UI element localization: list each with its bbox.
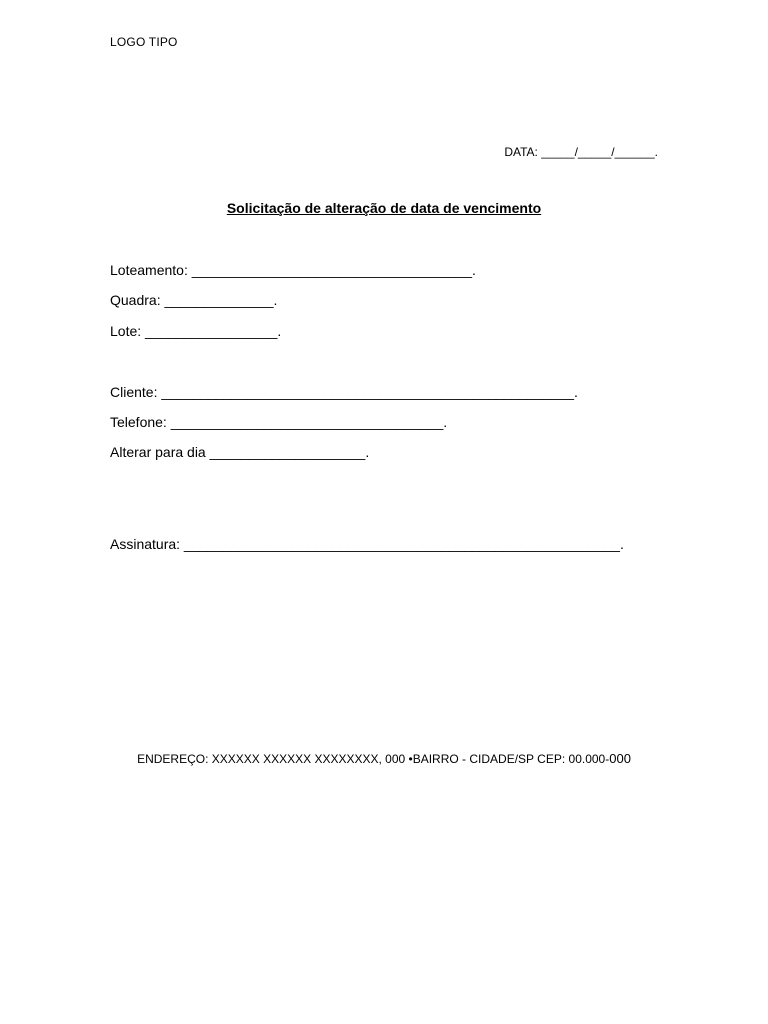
- date-field: DATA: _____/_____/______.: [504, 145, 658, 159]
- cep-tail: 000: [609, 751, 631, 766]
- lote-field: Lote: _________________.: [110, 323, 282, 339]
- assinatura-field: Assinatura: ________________________________________________________.: [110, 536, 624, 552]
- telefone-field: Telefone: ___________________________________.: [110, 414, 448, 430]
- cliente-field: Cliente: _____________________________________________________.: [110, 384, 578, 400]
- alterar-dia-field: Alterar para dia ____________________.: [110, 444, 370, 460]
- logo-placeholder: LOGO TIPO: [110, 35, 178, 49]
- loteamento-field: Loteamento: ____________________________________.: [110, 262, 476, 278]
- address-text: ENDEREÇO: XXXXXX XXXXXX XXXXXXXX, 000 •BAIRRO - CIDADE/SP CEP: 00.000-: [137, 752, 610, 766]
- footer-address: [0, 751, 768, 766]
- quadra-field: Quadra: ______________.: [110, 292, 278, 308]
- document-title: Solicitação de alteração de data de vencimento: [226, 200, 542, 216]
